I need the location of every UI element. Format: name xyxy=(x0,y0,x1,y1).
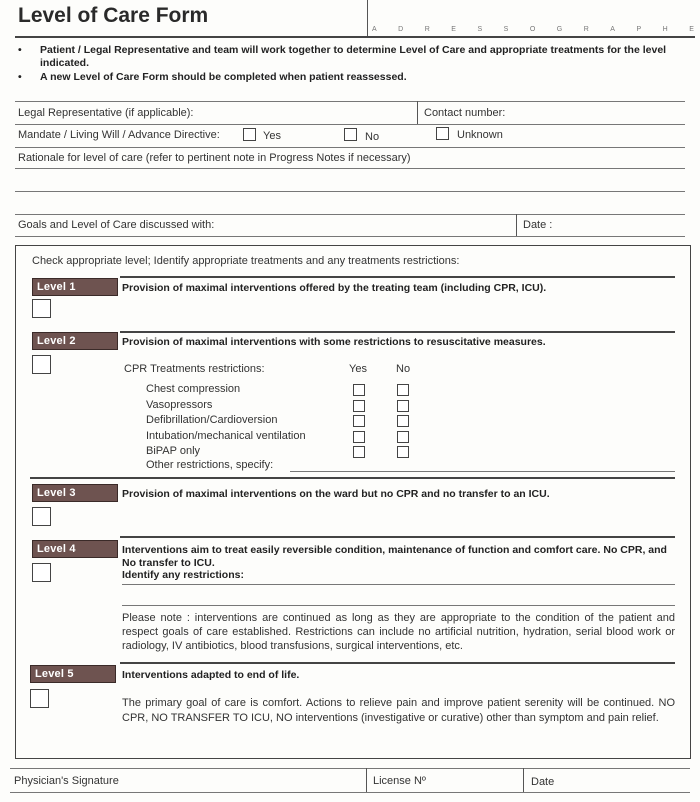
divider xyxy=(15,147,685,148)
mandate-no-checkbox[interactable] xyxy=(344,128,357,141)
treatment-label: Defibrillation/Cardioversion xyxy=(146,414,278,426)
cpr-restrictions-label: CPR Treatments restrictions: xyxy=(124,363,265,375)
cpr-row xyxy=(146,383,446,399)
cpr-treatments-list xyxy=(146,383,446,461)
cpr-no-header: No xyxy=(396,363,411,375)
treatment-label: Chest compression xyxy=(146,383,241,395)
footer-date-label: Date xyxy=(531,776,555,788)
legal-rep-label: Legal Representative (if applicable): xyxy=(18,107,194,119)
addr-letter: G xyxy=(556,26,563,33)
addressograph-divider xyxy=(367,0,368,36)
levels-intro: Check appropriate level; Identify appropriate treatments and any treatments restrictions: xyxy=(32,255,460,267)
divider xyxy=(516,214,517,236)
level-4-restrictions-label: Identify any restrictions: xyxy=(122,569,244,581)
divider xyxy=(30,477,675,479)
treatment-label: BiPAP only xyxy=(146,445,201,457)
divider xyxy=(15,191,685,192)
instruction-item: • A new Level of Care Form should be completed when patient reassessed. xyxy=(18,71,693,84)
page-title: Level of Care Form xyxy=(18,4,209,27)
divider xyxy=(120,536,675,538)
chest-compression-no-checkbox[interactable] xyxy=(397,384,409,396)
cpr-yes-header: Yes xyxy=(349,363,367,375)
addr-letter: R xyxy=(583,26,589,33)
mandate-unknown-checkbox[interactable] xyxy=(436,127,449,140)
chest-compression-yes-checkbox[interactable] xyxy=(353,384,365,396)
level-4-badge: Level 4 xyxy=(32,540,118,558)
mandate-yes-label: Yes xyxy=(263,130,281,142)
level-1-description: Provision of maximal interventions offered by the treating team (including CPR, ICU). xyxy=(122,282,547,294)
mandate-unknown-label: Unknown xyxy=(457,129,503,141)
goals-discussed-label: Goals and Level of Care discussed with: xyxy=(18,219,215,231)
cpr-row xyxy=(146,414,446,430)
addr-letter: S xyxy=(503,26,509,33)
level-2-description: Provision of maximal interventions with some restrictions to resuscitative measures. xyxy=(122,336,546,348)
addr-letter: O xyxy=(529,26,536,33)
level-4-checkbox[interactable] xyxy=(32,563,51,582)
divider xyxy=(10,768,690,769)
level-4-restrictions-input-1[interactable] xyxy=(122,570,675,585)
mandate-no-label: No xyxy=(365,131,380,143)
license-number-label: License Nº xyxy=(373,775,426,787)
license-number-input[interactable] xyxy=(440,771,520,791)
level-5-checkbox[interactable] xyxy=(30,689,49,708)
divider xyxy=(15,168,685,169)
divider xyxy=(120,331,675,333)
level-1-checkbox[interactable] xyxy=(32,299,51,318)
addr-letter: E xyxy=(451,26,456,33)
footer-date-input[interactable] xyxy=(565,771,685,791)
level-4-note: Please note : interventions are continued as long as they are appropriate to the condition of the patient and respect goals of care established. Restrictions can include no artificial nutrition, hydration, serial blood work or radiology, IV antibiotics, blood transfusions, surgical interventions, etc. xyxy=(122,612,675,652)
date-label: Date : xyxy=(523,219,553,231)
addr-letter: A xyxy=(610,26,615,33)
defibrillation-no-checkbox[interactable] xyxy=(397,415,409,427)
date-input[interactable] xyxy=(560,216,685,234)
addr-letter: R xyxy=(424,26,430,33)
addr-letter: E xyxy=(689,26,694,33)
divider xyxy=(120,662,675,664)
addr-letter: S xyxy=(477,26,483,33)
level-4-description: Interventions aim to treat easily reversible condition, maintenance of function and comfort care. No CPR, and No transfer to ICU. xyxy=(122,544,667,569)
level-3-badge: Level 3 xyxy=(32,484,118,502)
divider xyxy=(120,276,675,278)
mandate-yes-checkbox[interactable] xyxy=(243,128,256,141)
divider xyxy=(15,214,685,215)
cpr-row xyxy=(146,399,446,415)
level-3-checkbox[interactable] xyxy=(32,507,51,526)
defibrillation-yes-checkbox[interactable] xyxy=(353,415,365,427)
addr-letter: H xyxy=(662,26,668,33)
treatment-label: Vasopressors xyxy=(146,398,213,411)
intubation-yes-checkbox[interactable] xyxy=(353,431,365,443)
mandate-label: Mandate / Living Will / Advance Directive: xyxy=(18,129,220,141)
level-5-note: The primary goal of care is comfort. Actions to relieve pain and improve patient serenity will be continued. NO CPR, NO TRANSFER TO ICU, NO interventions (investigative or curative) other than symptom and pain relief. xyxy=(122,697,675,724)
other-restrictions-label: Other restrictions, specify: xyxy=(146,459,274,471)
level-1-badge: Level 1 xyxy=(32,278,118,296)
level-5-description: Interventions adapted to end of life. xyxy=(122,669,300,681)
header-rule xyxy=(15,36,695,38)
legal-rep-input[interactable] xyxy=(200,104,415,122)
divider xyxy=(366,768,367,792)
addr-letter: A xyxy=(372,26,377,33)
divider xyxy=(417,101,418,124)
contact-number-input[interactable] xyxy=(512,104,682,122)
addr-letter: D xyxy=(398,26,404,33)
level-4-restrictions-input-2[interactable] xyxy=(122,590,675,606)
addr-letter: P xyxy=(636,26,642,33)
physician-signature-label: Physician's Signature xyxy=(14,775,119,787)
vasopressors-no-checkbox[interactable] xyxy=(397,400,409,412)
instruction-item: • Patient / Legal Representative and team will work together to determine Level of Care and appropriate treatments for the level indicated. xyxy=(18,44,693,69)
divider xyxy=(15,124,685,125)
intubation-no-checkbox[interactable] xyxy=(397,431,409,443)
level-5-badge: Level 5 xyxy=(30,665,116,683)
other-restrictions-input[interactable] xyxy=(290,456,675,472)
level-2-badge: Level 2 xyxy=(32,332,118,350)
contact-number-label: Contact number: xyxy=(424,107,506,119)
instructions-list xyxy=(18,44,693,86)
vasopressors-yes-checkbox[interactable] xyxy=(353,400,365,412)
goals-discussed-input[interactable] xyxy=(222,216,512,234)
divider xyxy=(523,768,524,792)
physician-signature-input[interactable] xyxy=(140,771,362,791)
divider xyxy=(15,236,685,237)
divider xyxy=(10,792,690,793)
addressograph-label xyxy=(372,26,694,33)
levels-section xyxy=(15,245,691,759)
level-3-description: Provision of maximal interventions on the ward but no CPR and no transfer to an ICU. xyxy=(122,488,550,500)
treatment-label: Intubation/mechanical ventilation xyxy=(146,429,306,442)
rationale-label: Rationale for level of care (refer to pertinent note in Progress Notes if necessary) xyxy=(18,152,411,164)
cpr-row xyxy=(146,430,446,446)
divider xyxy=(15,101,685,102)
level-2-checkbox[interactable] xyxy=(32,355,51,374)
